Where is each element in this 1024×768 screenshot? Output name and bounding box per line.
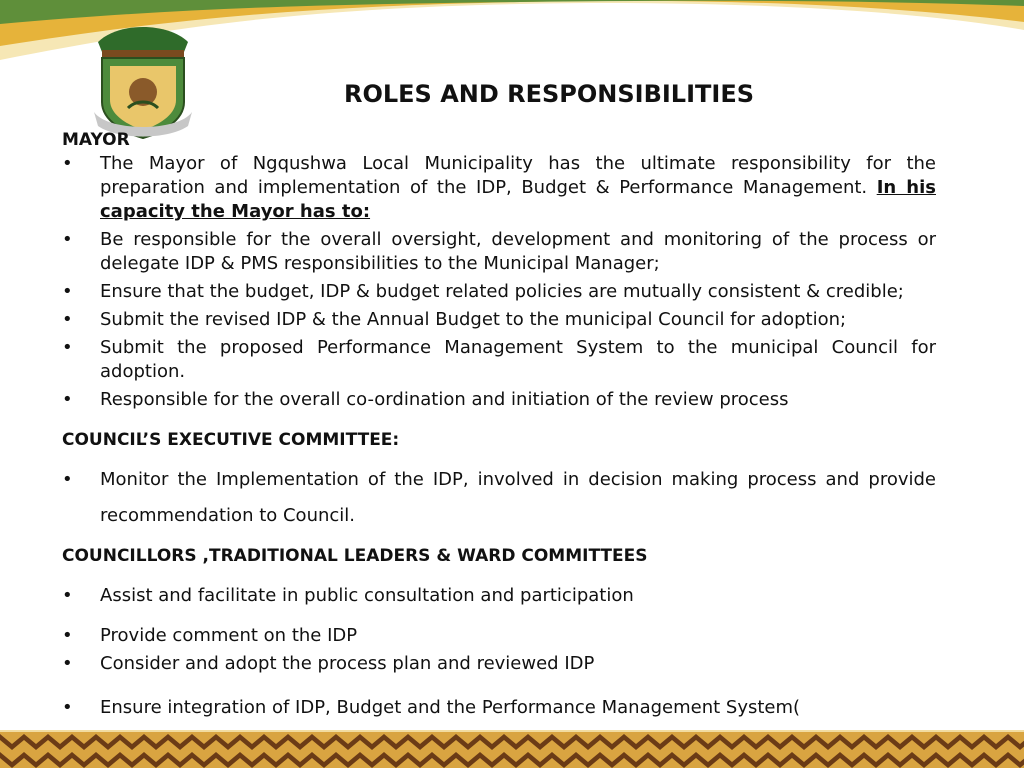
councillors-item-4: Ensure integration of IDP, Budget and the Performance Management System( xyxy=(100,697,801,718)
list-item xyxy=(62,308,936,332)
exco-list xyxy=(62,462,936,534)
bullet-icon: • xyxy=(62,389,73,410)
list-item xyxy=(62,584,936,608)
bullet-icon: • xyxy=(62,585,73,606)
slide-title: ROLES AND RESPONSIBILITIES xyxy=(343,80,755,108)
bullet-icon: • xyxy=(62,281,73,302)
bullet-icon: • xyxy=(62,625,73,646)
councillors-item-1: Assist and facilitate in public consultation and participation xyxy=(100,585,634,606)
list-item xyxy=(62,652,936,676)
list-item xyxy=(62,280,936,304)
mayor-heading: MAYOR xyxy=(62,130,130,150)
list-item xyxy=(62,388,936,412)
list-item xyxy=(62,152,936,224)
councillors-heading: COUNCILLORS ,TRADITIONAL LEADERS & WARD COMMITTEES xyxy=(62,546,648,566)
mayor-item-1-text: The Mayor of Ngqushwa Local Municipality has the ultimate responsibility for the preparation and implementation of the IDP, Budget & Performance Management. xyxy=(100,153,936,198)
mayor-item-1-emphasis: In his capacity the Mayor has to: xyxy=(100,177,936,222)
mayor-list xyxy=(62,152,936,412)
list-item xyxy=(62,462,936,534)
mayor-item-4: Submit the revised IDP & the Annual Budget to the municipal Council for adoption; xyxy=(100,309,847,330)
bullet-icon: • xyxy=(62,469,73,490)
bullet-icon: • xyxy=(62,653,73,674)
footer-pattern xyxy=(0,730,1024,768)
bullet-icon: • xyxy=(62,337,73,358)
list-item xyxy=(62,696,936,720)
bullet-icon: • xyxy=(62,153,73,174)
exco-item-1: Monitor the Implementation of the IDP, involved in decision making process and provide recommendation to Council. xyxy=(100,469,936,526)
exco-heading: COUNCIL’S EXECUTIVE COMMITTEE: xyxy=(62,430,400,450)
mayor-item-3: Ensure that the budget, IDP & budget related policies are mutually consistent & credible; xyxy=(100,281,904,302)
list-item xyxy=(62,228,936,276)
bullet-icon: • xyxy=(62,309,73,330)
councillors-item-2: Provide comment on the IDP xyxy=(100,625,358,646)
bullet-icon: • xyxy=(62,229,73,250)
mayor-item-5: Submit the proposed Performance Management System to the municipal Council for adoption. xyxy=(100,337,936,382)
mayor-item-2: Be responsible for the overall oversight, development and monitoring of the process or delegate IDP & PMS responsibilities to the Municipal Manager; xyxy=(100,229,936,274)
slide-content xyxy=(62,128,936,724)
list-item xyxy=(62,624,936,648)
mayor-item-6: Responsible for the overall co-ordination and initiation of the review process xyxy=(100,389,789,410)
councillors-list xyxy=(62,584,936,720)
list-item xyxy=(62,336,936,384)
councillors-item-3: Consider and adopt the process plan and reviewed IDP xyxy=(100,653,595,674)
bullet-icon: • xyxy=(62,697,73,718)
